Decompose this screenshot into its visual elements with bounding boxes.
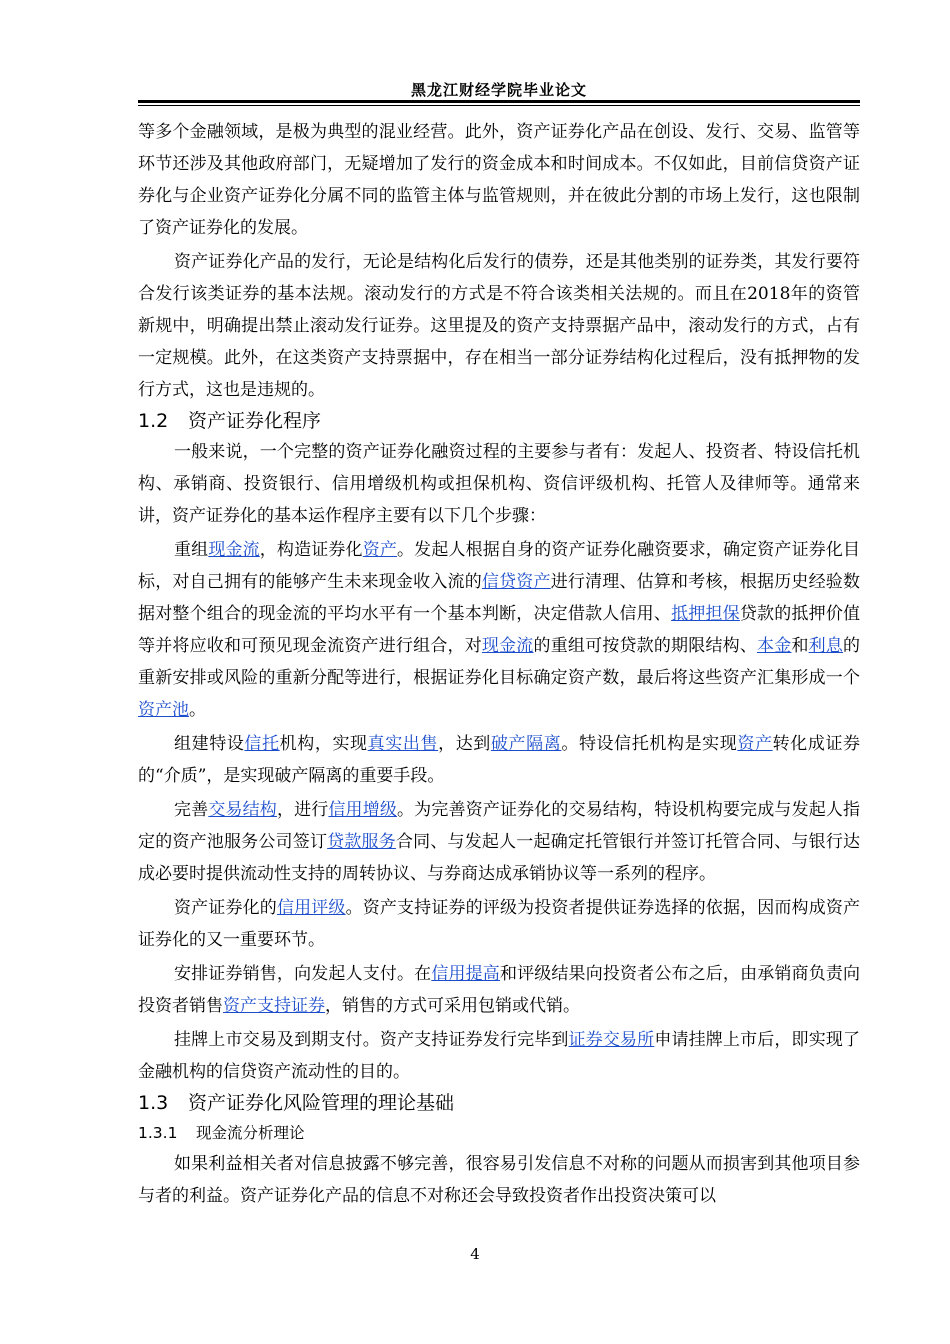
section-heading-1-3 (138, 1088, 860, 1118)
link-cash-flow-2[interactable]: 现金流 (481, 636, 534, 656)
paragraph-7: 资产证券化的信用评级。资产支持证券的评级为投资者提供证券选择的依据，因而构成资产证券化的又一重要环节。 (138, 898, 861, 950)
header-rule-thick (138, 100, 860, 103)
link-credit-enhancement[interactable]: 信用增级 (328, 800, 398, 820)
link-true-sale[interactable]: 真实出售 (367, 734, 439, 754)
paragraph-2: 资产证券化产品的发行，无论是结构化后发行的债券，还是其他类别的证券类，其发行要符合发行该类证券的基本法规。滚动发行的方式是不符合该类相关法规的。而且在2018年的资管新规中，明确提出禁止滚动发行证券。这里提及的资产支持票据产品中，滚动发行的方式，占有一定规模。此外，在这类资产支持票据中，存在相当一部分证券结构化过程后，没有抵押物的发行方式，这也是违规的。 (138, 252, 860, 400)
section-title: 资产证券化风险管理的理论基础 (188, 1092, 455, 1114)
link-credit-improvement[interactable]: 信用提高 (431, 964, 500, 984)
link-credit-asset[interactable]: 信贷资产 (481, 572, 551, 592)
section-title: 资产证券化程序 (188, 410, 322, 432)
section-number: 1.2 (138, 410, 169, 432)
link-asset[interactable]: 资产 (362, 540, 398, 560)
link-asset-backed-securities[interactable]: 资产支持证券 (223, 996, 325, 1016)
link-asset-pool[interactable]: 资产池 (138, 700, 189, 720)
link-mortgage-guarantee[interactable]: 抵押担保 (671, 604, 740, 624)
link-cash-flow[interactable]: 现金流 (208, 540, 260, 560)
body-text (138, 116, 860, 1212)
link-loan-service[interactable]: 贷款服务 (327, 832, 396, 852)
link-credit-rating[interactable]: 信用评级 (276, 898, 346, 918)
paragraph-4: 重组现金流，构造证券化资产。发起人根据自身的资产证券化融资要求，确定资产证券化目标，对自己拥有的能够产生未来现金收入流的信贷资产进行清理、估算和考核，根据历史经验数据对整个组合的现金流的平均水平有一个基本判断，决定借款人信用、抵押担保贷款的抵押价值等并将应收和可预见现金流资产进行组合，对现金流的重组可按贷款的期限结构、本金和利息的重新安排或风险的重新分配等进行，根据证券化目标确定资产数，最后将这些资产汇集形成一个资产池。 (138, 540, 861, 720)
paragraph-1: 等多个金融领域，是极为典型的混业经营。此外，资产证券化产品在创设、发行、交易、监管等环节还涉及其他政府部门，无疑增加了发行的资金成本和时间成本。不仅如此，目前信贷资产证券化与企业资产证券化分属不同的监管主体与监管规则，并在彼此分割的市场上发行，这也限制了资产证券化的发展。 (138, 122, 860, 238)
paragraph-5: 组建特设信托机构，实现真实出售，达到破产隔离。特设信托机构是实现资产转化成证券的“介质”，是实现破产隔离的重要手段。 (138, 734, 861, 786)
running-header: 黑龙江财经学院毕业论文 (410, 81, 587, 99)
subsection-title: 现金流分析理论 (196, 1124, 305, 1142)
link-bankruptcy-remoteness[interactable]: 破产隔离 (490, 734, 562, 754)
paragraph-3: 一般来说，一个完整的资产证券化融资过程的主要参与者有：发起人、投资者、特设信托机构、承销商、投资银行、信用增级机构或担保机构、资信评级机构、托管人及律师等。通常来讲，资产证券化的基本运作程序主要有以下几个步骤： (138, 442, 860, 526)
paragraph-9: 挂牌上市交易及到期支付。资产支持证券发行完毕到证券交易所申请挂牌上市后，即实现了金融机构的信贷资产流动性的目的。 (138, 1030, 861, 1082)
link-stock-exchange[interactable]: 证券交易所 (568, 1030, 655, 1050)
section-number: 1.3 (138, 1092, 169, 1114)
paragraph-10: 如果利益相关者对信息披露不够完善，很容易引发信息不对称的问题从而损害到其他项目参与者的利益。资产证券化产品的信息不对称还会导致投资者作出投资决策可以 (138, 1154, 860, 1206)
section-heading-1-2 (138, 406, 860, 436)
page-number: 4 (470, 1245, 480, 1263)
paragraph-8: 安排证券销售，向发起人支付。在信用提高和评级结果向投资者公布之后，由承销商负责向投资者销售资产支持证券，销售的方式可采用包销或代销。 (138, 964, 861, 1016)
link-asset-2[interactable]: 资产 (737, 734, 773, 754)
link-transaction-structure[interactable]: 交易结构 (208, 800, 277, 820)
subsection-heading-1-3-1 (138, 1118, 860, 1148)
header-rule-thin (138, 105, 860, 106)
link-interest[interactable]: 利息 (808, 636, 844, 656)
paragraph-6: 完善交易结构，进行信用增级。为完善资产证券化的交易结构，特设机构要完成与发起人指定的资产池服务公司签订贷款服务合同、与发起人一起确定托管银行并签订托管合同、与银行达成必要时提供流动性支持的周转协议、与券商达成承销协议等一系列的程序。 (138, 800, 861, 884)
link-trust[interactable]: 信托 (244, 734, 280, 754)
subsection-number: 1.3.1 (138, 1124, 178, 1142)
link-principal[interactable]: 本金 (757, 636, 792, 656)
